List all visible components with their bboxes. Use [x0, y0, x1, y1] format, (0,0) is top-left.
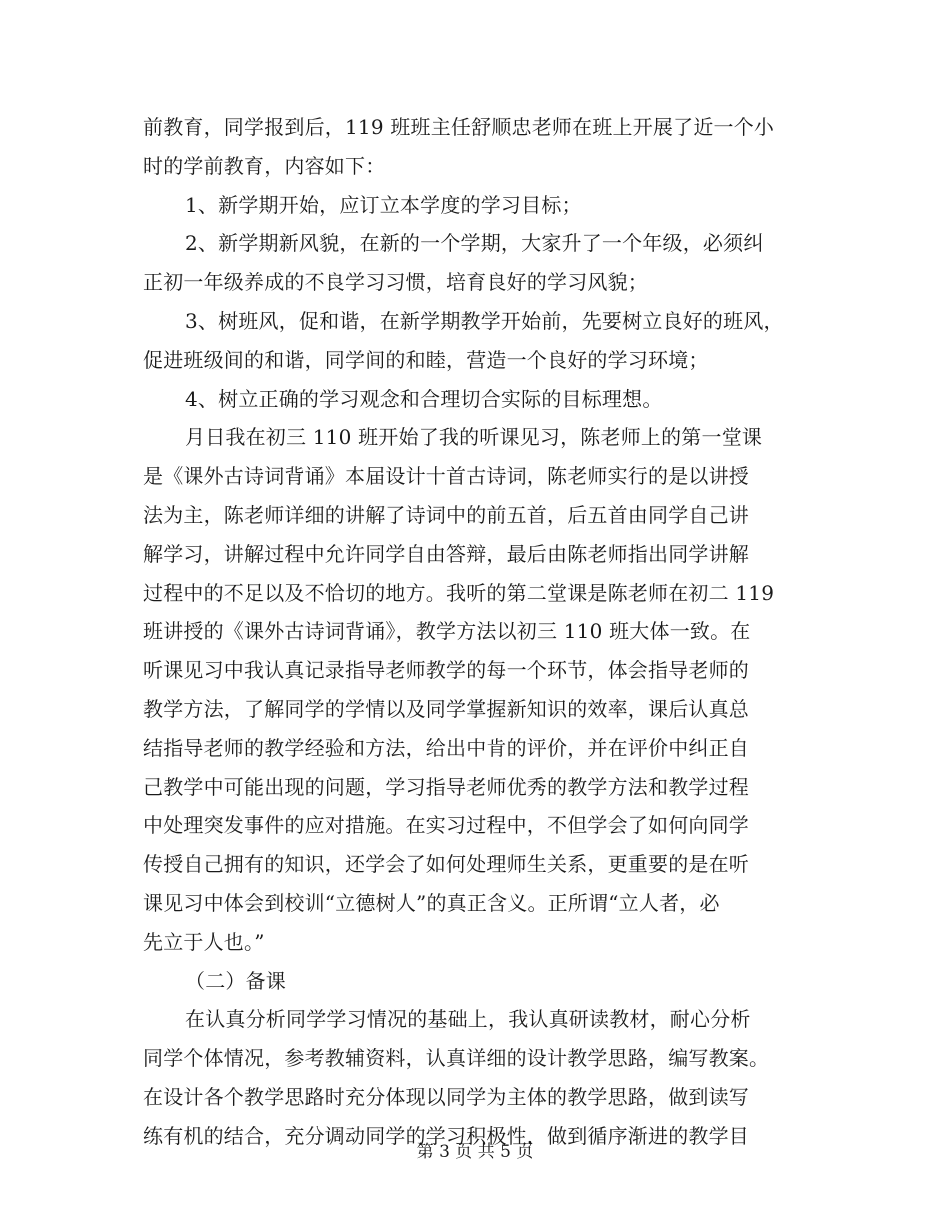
- text-line: 教学方法，了解同学的学情以及同学掌握新知识的效率，课后认真总: [143, 696, 749, 721]
- text-line: 同学个体情况，参考教辅资料，认真详细的设计教学思路，编写教案。: [143, 1046, 770, 1071]
- section-heading: （二）备课: [185, 968, 286, 993]
- text-line: 法为主，陈老师详细的讲解了诗词中的前五首，后五首由同学自己讲: [143, 502, 749, 527]
- text-line: 正初一年级养成的不良学习习惯，培育良好的学习风貌；: [143, 270, 648, 295]
- list-item: 2、新学期新风貌，在新的一个学期，大家升了一个年级，必须纠: [185, 231, 764, 256]
- text-line: 班讲授的《课外古诗词背诵》，教学方法以初三 110 班大体一致。在: [143, 619, 751, 644]
- text-line: 己教学中可能出现的问题，学习指导老师优秀的教学方法和教学过程: [143, 774, 749, 799]
- list-item: 4、树立正确的学习观念和合理切合实际的目标理想。: [185, 386, 663, 411]
- text-line: 前教育，同学报到后，119 班班主任舒顺忠老师在班上开展了近一个小: [143, 115, 775, 139]
- text-line: 传授自己拥有的知识，还学会了如何处理师生关系，更重要的是在听: [143, 852, 749, 877]
- text-line: 先立于人也。”: [143, 929, 265, 954]
- text-line: 在设计各个教学思路时充分体现以同学为主体的教学思路，做到读写: [143, 1084, 749, 1109]
- paragraph-start: 月日我在初三 110 班开始了我的听课见习，陈老师上的第一堂课: [185, 425, 763, 450]
- text-line: 练有机的结合，充分调动同学的学习积极性，做到循序渐进的教学目: [143, 1123, 749, 1148]
- list-item: 3、树班风，促和谐，在新学期教学开始前，先要树立良好的班风，: [185, 308, 784, 333]
- text-line: 解学习，讲解过程中允许同学自由答辩，最后由陈老师指出同学讲解: [143, 541, 749, 566]
- text-line: 中处理突发事件的应对措施。在实习过程中，不但学会了如何向同学: [143, 813, 749, 838]
- text-line: 结指导老师的教学经验和方法，给出中肯的评价，并在评价中纠正自: [143, 735, 749, 760]
- list-item: 1、新学期开始，应订立本学度的学习目标；: [185, 192, 582, 217]
- text-line: 促进班级间的和谐，同学间的和睦，营造一个良好的学习环境；: [143, 347, 709, 372]
- page-number-footer: 第 3 页 共 5 页: [416, 1142, 534, 1162]
- body-text: [143, 108, 823, 1156]
- text-line: 听课见习中我认真记录指导老师教学的每一个环节，体会指导老师的: [143, 658, 749, 683]
- text-line: 是《课外古诗词背诵》本届设计十首古诗词，陈老师实行的是以讲授: [143, 464, 749, 489]
- paragraph-start: 在认真分析同学学习情况的基础上，我认真研读教材，耐心分析: [185, 1007, 751, 1032]
- text-line: 时的学前教育，内容如下：: [143, 153, 386, 178]
- text-line: 课见习中体会到校训“立德树人”的真正含义。正所谓“立人者，必: [143, 890, 720, 915]
- text-line: 过程中的不足以及不恰切的地方。我听的第二堂课是陈老师在初二 119: [143, 580, 775, 605]
